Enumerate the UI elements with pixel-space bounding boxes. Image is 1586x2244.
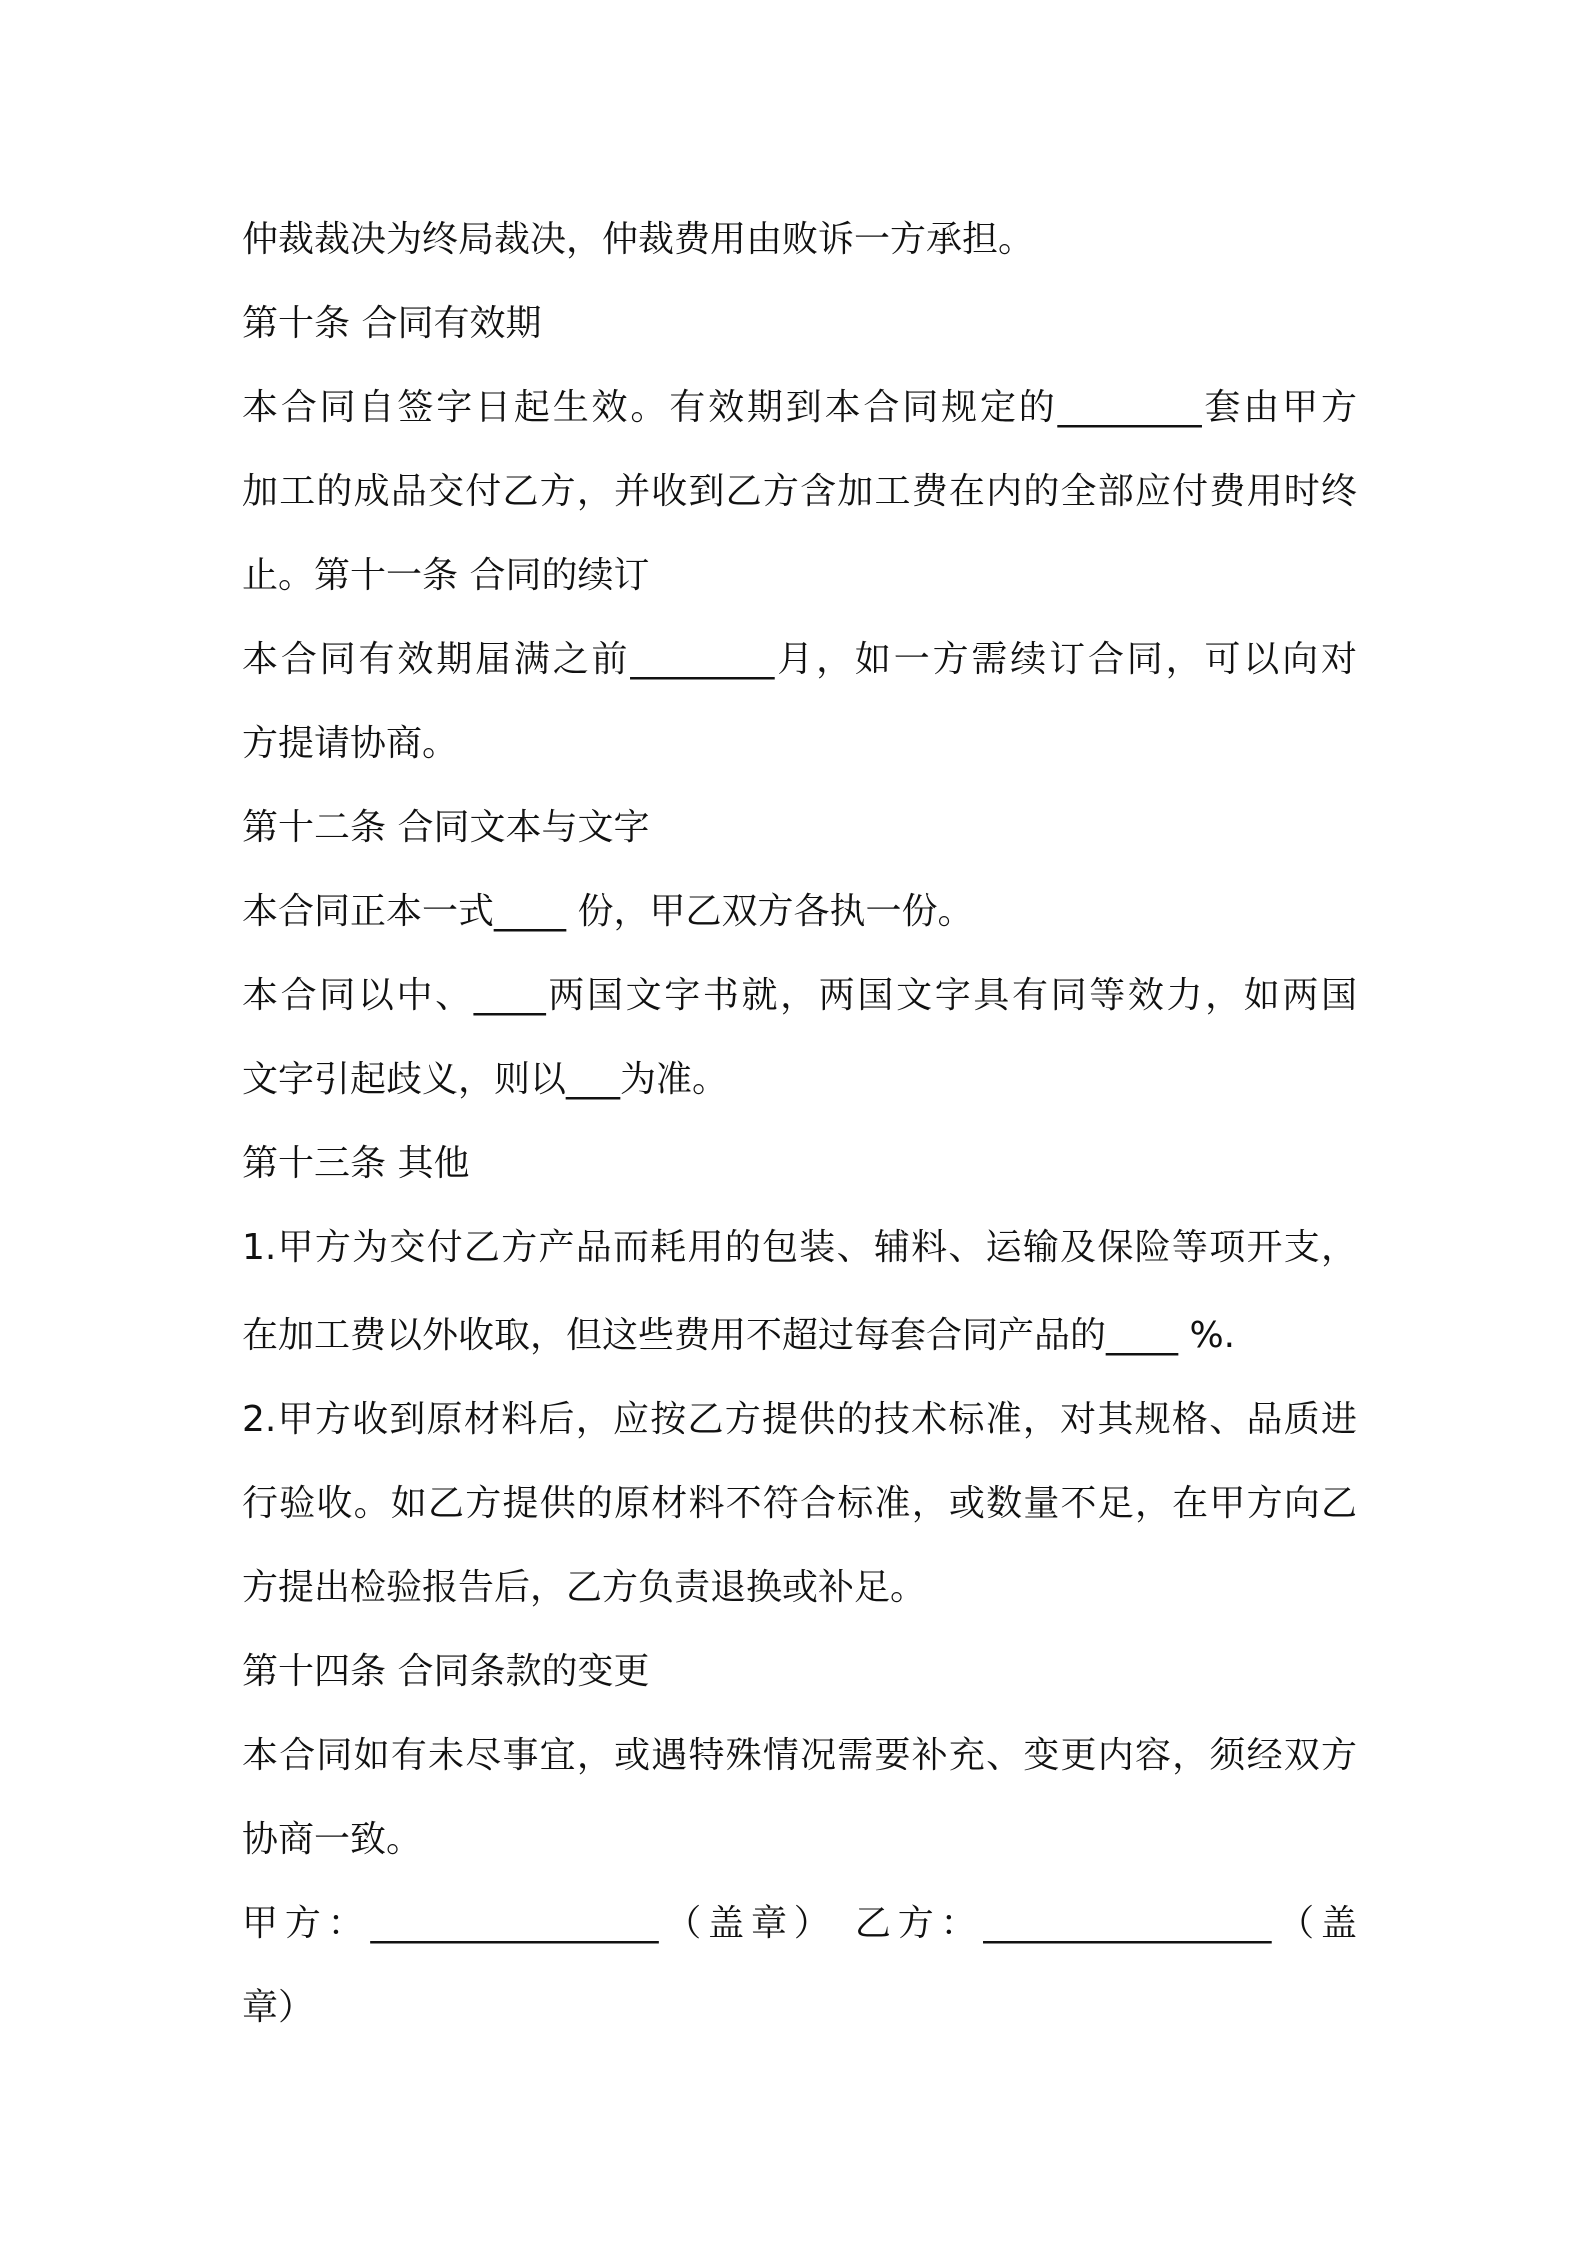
section-heading: 第十三条 其他 xyxy=(242,1143,470,1184)
signature-line: 章） xyxy=(242,1987,315,2028)
paragraph-line: 本合同以中、____两国文字书就，两国文字具有同等效力，如两国 xyxy=(242,975,1357,1016)
paragraph-line: 方提请协商。 xyxy=(242,723,459,764)
paragraph-line: 在加工费以外收取，但这些费用不超过每套合同产品的____ %. xyxy=(242,1315,1236,1356)
paragraph-line: 止。第十一条 合同的续订 xyxy=(242,555,650,596)
section-heading: 第十条 合同有效期 xyxy=(242,303,542,344)
section-heading: 第十四条 合同条款的变更 xyxy=(242,1651,650,1692)
paragraph-line: 1.甲方为交付乙方产品而耗用的包装、辅料、运输及保险等项开支， xyxy=(242,1227,1357,1268)
paragraph-line: 2.甲方收到原材料后，应按乙方提供的技术标准，对其规格、品质进 xyxy=(242,1399,1357,1440)
paragraph-line: 本合同正本一式____ 份，甲乙双方各执一份。 xyxy=(242,891,974,932)
section-heading: 第十二条 合同文本与文字 xyxy=(242,807,650,848)
paragraph-line: 本合同如有未尽事宜，或遇特殊情况需要补充、变更内容，须经双方 xyxy=(242,1735,1357,1776)
paragraph-line: 本合同有效期届满之前________月，如一方需续订合同，可以向对 xyxy=(242,639,1357,680)
paragraph-line: 行验收。如乙方提供的原材料不符合标准，或数量不足，在甲方向乙 xyxy=(242,1483,1357,1524)
signature-line: 甲方：________________（盖章） 乙方：________________（盖 xyxy=(242,1903,1357,1944)
document-body xyxy=(242,198,1357,2050)
paragraph-line: 协商一致。 xyxy=(242,1819,423,1860)
paragraph-line: 文字引起歧义，则以___为准。 xyxy=(242,1059,729,1100)
paragraph-line: 加工的成品交付乙方，并收到乙方含加工费在内的全部应付费用时终 xyxy=(242,471,1357,512)
paragraph-line: 本合同自签字日起生效。有效期到本合同规定的________套由甲方 xyxy=(242,387,1357,428)
paragraph-line: 仲裁裁决为终局裁决，仲裁费用由败诉一方承担。 xyxy=(242,219,1035,260)
paragraph-line: 方提出检验报告后，乙方负责退换或补足。 xyxy=(242,1567,927,1608)
